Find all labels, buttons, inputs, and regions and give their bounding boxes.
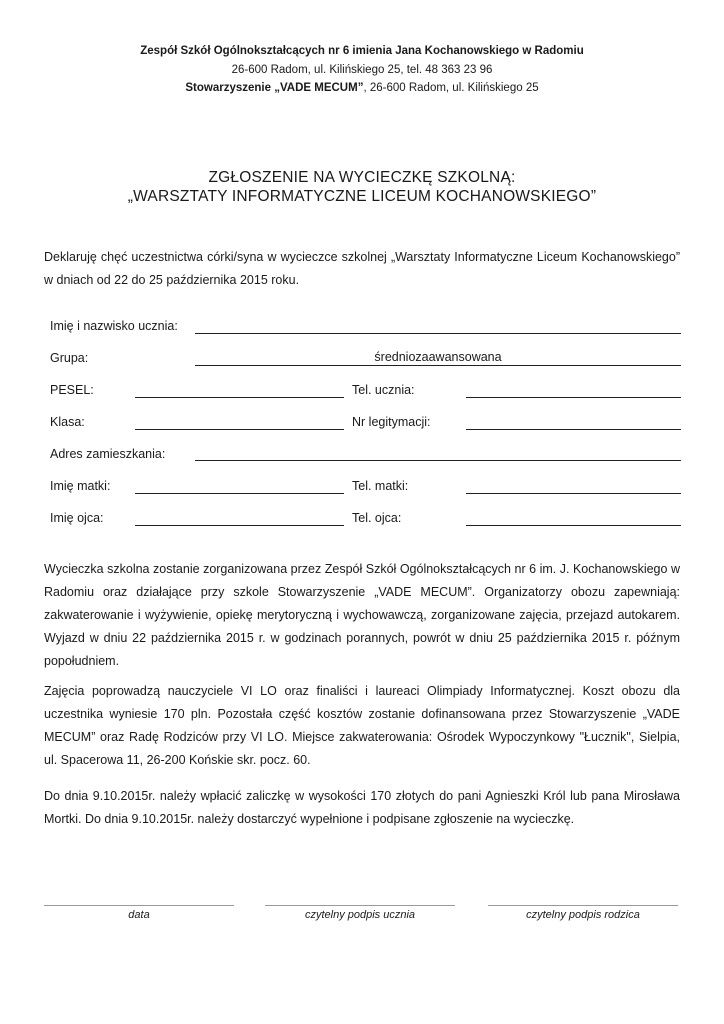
association-name: Stowarzyszenie „VADE MECUM” (185, 82, 364, 94)
group-field[interactable] (195, 365, 681, 366)
mother-phone-label: Tel. matki: (352, 479, 409, 493)
school-name: Zespół Szkół Ogólnokształcących nr 6 imienia Jana Kochanowskiego w Radomiu (140, 45, 584, 57)
mother-name-field[interactable] (135, 493, 344, 494)
parent-signature-caption: czytelny podpis rodzica (526, 909, 640, 921)
pesel-label: PESEL: (50, 383, 94, 397)
group-label: Grupa: (50, 351, 89, 365)
student-phone-field[interactable] (466, 397, 681, 398)
form-title-line2: „WARSZTATY INFORMATYCZNE LICEUM KOCHANOWSKIEGO” (127, 188, 597, 205)
declaration-text: Deklaruję chęć uczestnictwa córki/syna w wycieczce szkolnej „Warsztaty Informatyczne Liceum Kochanowskiego” w dniach od 22 do 25 października 2015 roku. (44, 250, 680, 287)
id-card-field[interactable] (466, 429, 681, 430)
association-line (0, 81, 724, 95)
father-name-field[interactable] (135, 525, 344, 526)
mother-phone-field[interactable] (466, 493, 681, 494)
school-address: 26-600 Radom, ul. Kilińskiego 25, tel. 48 363 23 96 (231, 64, 493, 76)
class-field[interactable] (135, 429, 344, 430)
father-phone-field[interactable] (466, 525, 681, 526)
id-card-label: Nr legitymacji: (352, 415, 431, 429)
mother-name-label: Imię matki: (50, 479, 111, 493)
student-name-field[interactable] (195, 333, 681, 334)
form-title-line1: ZGŁOSZENIE NA WYCIECZKĘ SZKOLNĄ: (208, 169, 516, 186)
parent-signature-line[interactable] (488, 905, 678, 906)
deadline-paragraph: Do dnia 9.10.2015r. należy wpłacić zaliczkę w wysokości 170 złotych do pani Agnieszki Król lub pana Mirosława Mortki. Do dnia 9.10.2015r. należy dostarczyć wypełnione i podpisane zgłoszenie na wycieczkę. (44, 789, 680, 826)
address-label: Adres zamieszkania: (50, 447, 166, 461)
cost-paragraph: Zajęcia poprowadzą nauczyciele VI LO oraz finaliści i laureaci Olimpiady Informatycznej. Koszt obozu dla uczestnika wyniesie 170 pln. Pozostała część kosztów zostanie dofinansowana przez Stowarzyszenie „VADE MECUM” oraz Radę Rodziców przy VI LO. Miejsce zakwaterowania: Ośrodek Wypoczynkowy "Łucznik", Sielpia, ul. Spacerowa 11, 26-200 Końskie skr. pocz. 60. (44, 684, 680, 767)
student-signature-line[interactable] (265, 905, 455, 906)
father-name-label: Imię ojca: (50, 511, 104, 525)
father-phone-label: Tel. ojca: (352, 511, 402, 525)
student-signature-caption: czytelny podpis ucznia (304, 909, 416, 921)
pesel-field[interactable] (135, 397, 344, 398)
date-signature-line[interactable] (44, 905, 234, 906)
group-value: średniozaawansowana (374, 350, 502, 364)
date-caption: data (128, 909, 150, 921)
student-phone-label: Tel. ucznia: (352, 383, 415, 397)
organization-paragraph: Wycieczka szkolna zostanie zorganizowana przez Zespół Szkół Ogólnokształcących nr 6 im. J. Kochanowskiego w Radomiu oraz działające przy szkole Stowarzyszenie „VADE MECUM”. Organizatorzy obozu zapewniają: zakwaterowanie i wyżywienie, opiekę merytoryczną i wychowawczą, zorganizowane zajęcia, przejazd autokarem. Wyjazd w dniu 22 października 2015 r. w godzinach porannych, powrót w dniu 25 października 2015 r. późnym popołudniem. (44, 562, 680, 668)
address-field[interactable] (195, 460, 681, 461)
class-label: Klasa: (50, 415, 85, 429)
student-name-label: Imię i nazwisko ucznia: (50, 319, 178, 333)
association-address: , 26-600 Radom, ul. Kilińskiego 25 (363, 82, 539, 94)
